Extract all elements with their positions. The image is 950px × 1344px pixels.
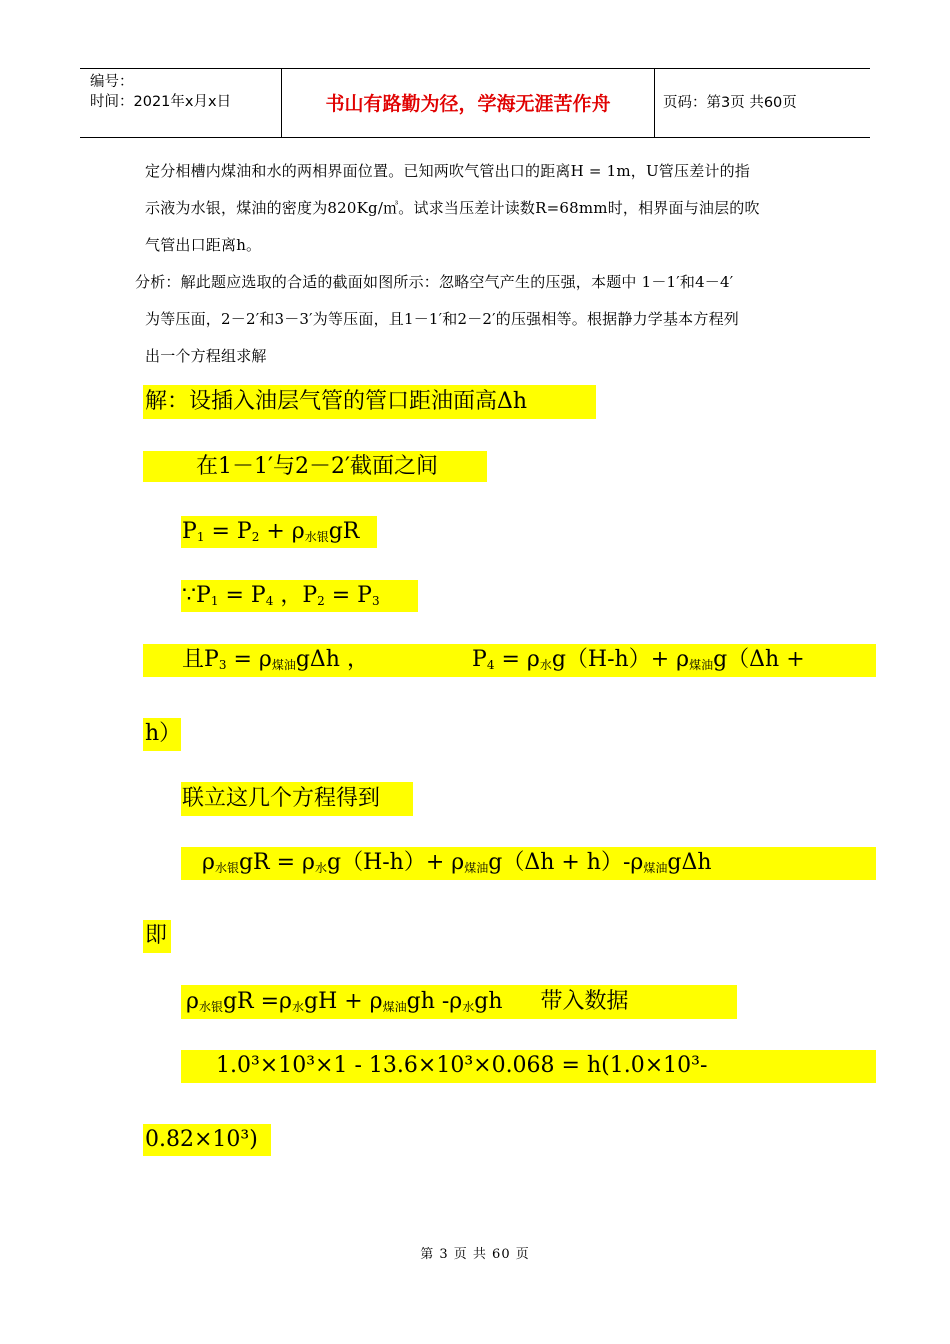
problem-line: 定分相槽内煤油和水的两相界面位置。已知两吹气管出口的距离H = 1m，U管压差计的指 [145,162,750,180]
solution-step: 联立这几个方程得到 [182,786,381,811]
header-meta [90,72,231,112]
equation-4: $\rho_{水银}gR = \rho_水g(H-h)+ \rho_{煤油}g(\Delta h + h)-\rho_{煤油}g\Delta h$ [202,850,712,875]
problem-line: 气管出口距离h。 [145,236,262,254]
solution-intro: 解：设插入油层气管的管口距油面高Δh [145,389,528,414]
equation-6-continued: 0.82×10³) [145,1127,258,1152]
page-footer: 第 3 页 共 60 页 [420,1247,530,1262]
equation-1: $P_1 = P_2 + \rho_{水银}gR$ [182,519,360,544]
header-motto: 书山有路勤为径，学海无涯苦作舟 [325,93,611,115]
page-header [80,68,870,138]
equation-3-continued: h） [145,721,182,746]
document-date-label: 时间：2021年x月x日 [90,94,232,110]
document-number-label: 编号： [90,74,134,90]
analysis-line: 出一个方程组求解 [145,347,267,365]
header-divider [654,69,655,137]
header-page-info: 页码：第3页 共60页 [663,95,797,111]
equation-3b: $P_4 = \rho_水g(H-h)+ \rho_{煤油}g(\Delta h$ + [472,647,805,672]
equation-2: $\because P_1 = P_4$ ，$P_2 = P_3$ [182,583,380,608]
problem-line: 示液为水银，煤油的密度为820Kg/㎥。试求当压差计读数R=68mm时，相界面与油层的吹 [145,199,760,217]
analysis-line: 为等压面，2－2′和3－3′为等压面，且1－1′和2－2′的压强相等。根据静力学基本方程列 [145,310,739,328]
solution-step: 即 [145,923,168,948]
equation-3: 且$P_3 = \rho_{煤油}g\Delta h$ ， [182,647,369,672]
equation-6: 1.0³×10³×1 - 13.6×10³×0.068 = h(1.0×10³- [216,1053,708,1078]
equation-5: $\rho_{水银}gR =\rho_水gH + \rho_{煤油}gh$ $-\rho_水gh$ 带入数据 [186,989,629,1014]
analysis-line: 分析：解此题应选取的合适的截面如图所示：忽略空气产生的压强，本题中 1－1′和4－4′ [135,273,734,291]
solution-section: 在1－1′与2－2′截面之间 [196,454,438,479]
